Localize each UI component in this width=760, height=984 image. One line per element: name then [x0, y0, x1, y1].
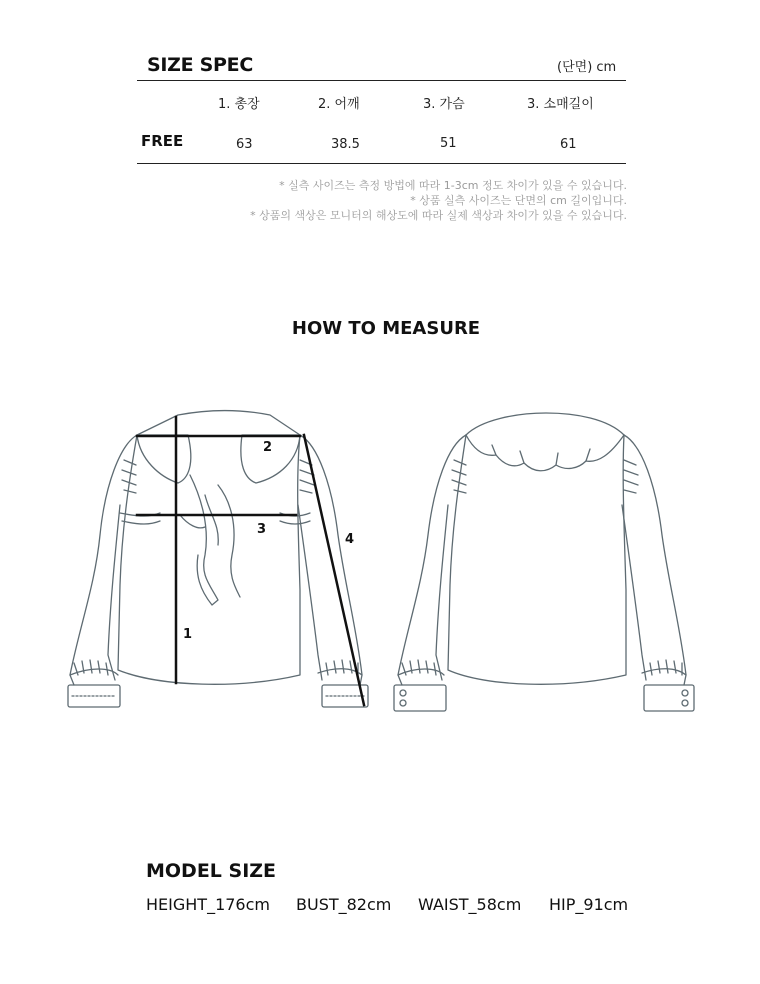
model-hip: HIP_91cm [549, 895, 629, 914]
measure-marker-3: 3 [257, 522, 267, 537]
measure-marker-1: 1 [183, 627, 193, 642]
measure-marker-4: 4 [345, 532, 355, 547]
header-length: 1. 총장 [218, 97, 260, 112]
note-color-variance: * 상품의 색상은 모니터의 해상도에 따라 실제 색상과 차이가 있을 수 있습니다. [250, 209, 627, 222]
table-top-rule [137, 80, 626, 81]
model-height: HEIGHT_176cm [146, 895, 270, 914]
value-shoulder: 38.5 [331, 137, 360, 152]
model-waist: WAIST_58cm [418, 895, 522, 914]
header-sleeve: 3. 소매길이 [527, 97, 594, 112]
how-to-measure-title: HOW TO MEASURE [291, 318, 481, 339]
size-spec-unit: (단면) cm [557, 60, 617, 75]
value-sleeve: 61 [560, 137, 577, 152]
model-size-title: MODEL SIZE [146, 860, 277, 882]
value-chest: 51 [440, 136, 457, 151]
size-spec-title: SIZE SPEC [147, 54, 253, 76]
measure-marker-2: 2 [263, 440, 273, 455]
table-bottom-rule [137, 163, 626, 164]
note-measure-variance: * 실측 사이즈는 측정 방법에 따라 1-3cm 정도 차이가 있을 수 있습니다. [279, 179, 627, 192]
row-label-free: FREE [141, 132, 184, 150]
back-blouse-illustration [386, 405, 706, 725]
note-flat-measure: * 상품 실측 사이즈는 단면의 cm 길이입니다. [410, 194, 627, 207]
header-shoulder: 2. 어깨 [318, 97, 360, 112]
front-blouse-illustration [60, 405, 380, 725]
header-chest: 3. 가슴 [423, 97, 465, 112]
value-length: 63 [236, 137, 253, 152]
model-bust: BUST_82cm [296, 895, 392, 914]
